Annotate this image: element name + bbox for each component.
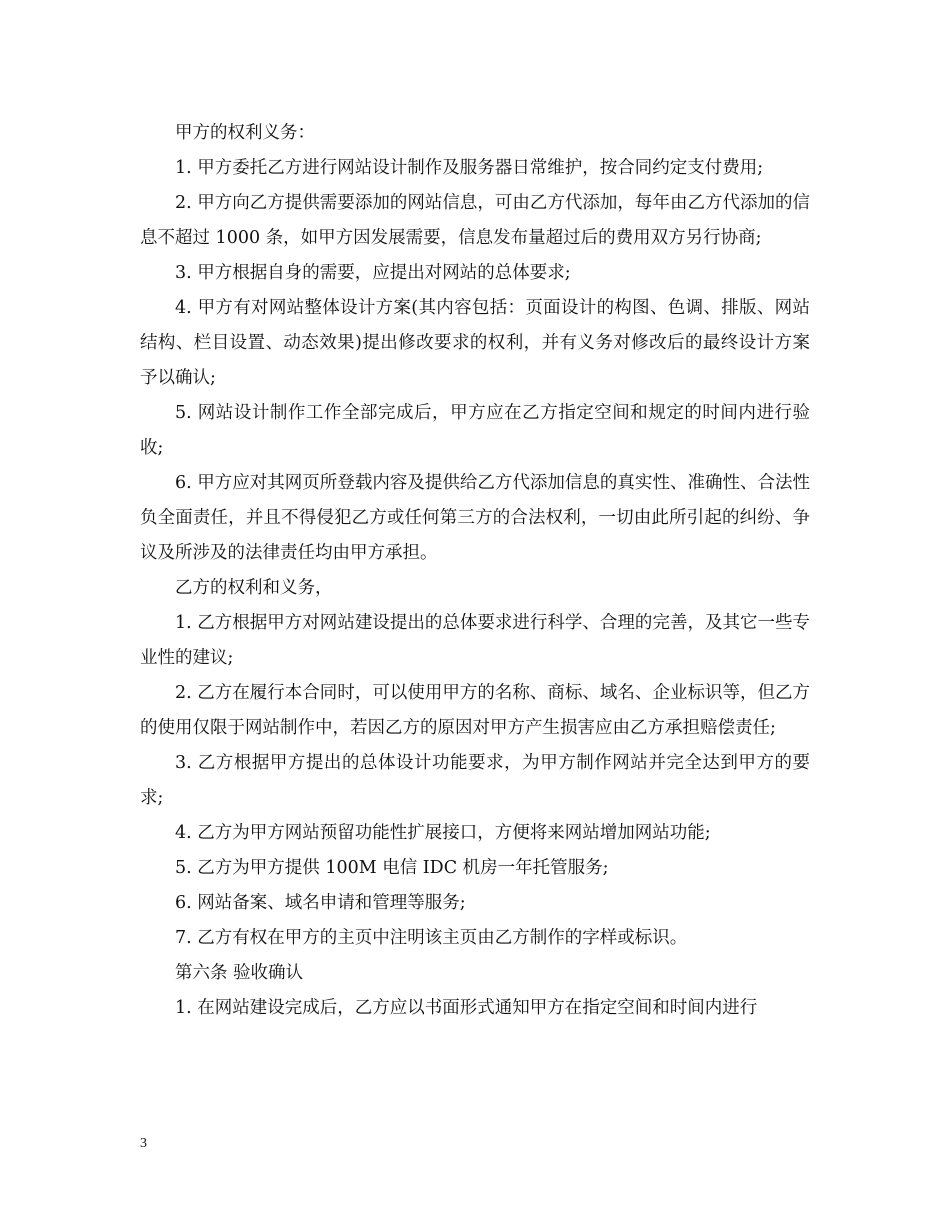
paragraph: 7. 乙方有权在甲方的主页中注明该主页由乙方制作的字样或标识。 bbox=[175, 928, 688, 948]
paragraph: 5. 网站设计制作工作全部完成后，甲方应在乙方指定空间和规定的时间内进行验收; bbox=[140, 403, 810, 458]
paragraph: 1. 甲方委托乙方进行网站设计制作及服务器日常维护，按合同约定支付费用; bbox=[175, 158, 764, 178]
paragraph: 1. 在网站建设完成后，乙方应以书面形式通知甲方在指定空间和时间内进行 bbox=[175, 998, 758, 1018]
paragraph: 3. 甲方根据自身的需要，应提出对网站的总体要求; bbox=[175, 263, 571, 283]
document-body bbox=[140, 116, 810, 1026]
section-heading-party-b: 乙方的权利和义务， bbox=[175, 578, 333, 598]
paragraph: 4. 乙方为甲方网站预留功能性扩展接口，方便将来网站增加网站功能; bbox=[175, 823, 711, 843]
paragraph: 5. 乙方为甲方提供 100M 电信 IDC 机房一年托管服务; bbox=[175, 858, 609, 878]
paragraph: 3. 乙方根据甲方提出的总体设计功能要求，为甲方制作网站并完全达到甲方的要求; bbox=[140, 753, 810, 808]
paragraph: 4. 甲方有对网站整体设计方案(其内容包括：页面设计的构图、色调、排版、网站结构、栏目设置、动态效果)提出修改要求的权利，并有义务对修改后的最终设计方案予以确认; bbox=[140, 298, 810, 388]
paragraph: 6. 网站备案、域名申请和管理等服务; bbox=[175, 893, 466, 913]
paragraph: 6. 甲方应对其网页所登载内容及提供给乙方代添加信息的真实性、准确性、合法性负全面责任，并且不得侵犯乙方或任何第三方的合法权利，一切由此所引起的纠纷、争议及所涉及的法律责任均由甲方承担。 bbox=[140, 473, 810, 563]
paragraph: 1. 乙方根据甲方对网站建设提出的总体要求进行科学、合理的完善，及其它一些专业性的建议; bbox=[140, 613, 810, 668]
page-number: 3 bbox=[140, 1136, 147, 1151]
paragraph: 2. 乙方在履行本合同时，可以使用甲方的名称、商标、域名、企业标识等，但乙方的使用仅限于网站制作中，若因乙方的原因对甲方产生损害应由乙方承担赔偿责任; bbox=[140, 683, 810, 738]
article-heading: 第六条 验收确认 bbox=[175, 963, 304, 983]
paragraph: 2. 甲方向乙方提供需要添加的网站信息，可由乙方代添加，每年由乙方代添加的信息不超过 1000 条，如甲方因发展需要，信息发布量超过后的费用双方另行协商; bbox=[140, 193, 810, 248]
section-heading-party-a: 甲方的权利义务： bbox=[175, 123, 315, 143]
